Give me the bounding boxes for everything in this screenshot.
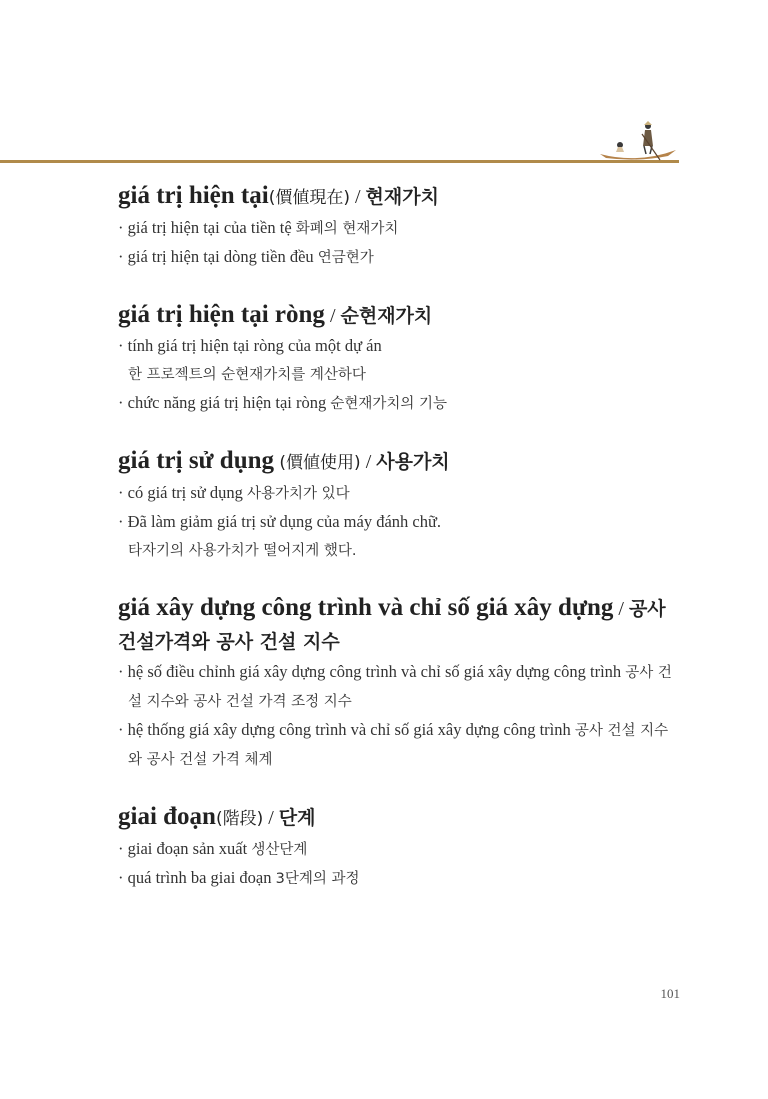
example [118,479,678,508]
headword [118,299,678,332]
headword [118,801,678,835]
example-ko: 연금현가 [317,250,374,266]
entry-gia-tri-su-dung [118,445,678,565]
example-ko: 3단계의 과정 [275,871,360,887]
headword [118,592,678,658]
example-vi: · chức năng giá trị hiện tại ròng [118,393,331,412]
example-ko: 공사 건설 지수와 공사 건설 가격 조정 지수 [128,665,672,710]
entry-gia-xay-dung [118,592,678,774]
example-ko: 공사 건설 지수와 공사 건설 가격 체계 [128,723,669,768]
example [118,835,678,864]
example-vi: · có giá trị sử dụng [118,483,248,502]
entry-giai-doan [118,801,678,893]
example [118,716,678,774]
boat-illustration [598,116,678,164]
headword-vi: giai đoạn [118,803,216,830]
separator: / [324,305,341,327]
headword [118,180,678,214]
headword-vi: giá xây dựng công trình và chỉ số giá xây dựng [118,594,614,621]
headword-ko: 순현재가치 [340,305,433,327]
headword-ko: 현재가치 [365,186,439,208]
headword-hanja: (階段) [215,809,264,829]
example-ko: 타자기의 사용가치가 떨어지게 했다. [128,543,357,559]
headword-vi: giá trị sử dụng [118,447,275,474]
example-ko: 순현재가치의 기능 [330,396,448,412]
dictionary-entries [118,180,678,920]
example-ko: 생산단계 [251,842,308,858]
separator: / [360,451,377,473]
example-ko: 한 프로젝트의 순현재가치를 계산하다 [128,367,366,383]
example-ko: 사용가치가 있다 [247,486,350,502]
headword-vi: giá trị hiện tại [118,182,269,209]
entry-gia-tri-hien-tai-rong [118,299,678,418]
example-ko: 화폐의 현재가치 [295,221,399,237]
page-number: 101 [660,986,680,1001]
example-vi: · giá trị hiện tại dòng tiền đều [118,247,318,266]
separator: / [613,598,629,620]
example-vi: · hệ thống giá xây dựng công trình và chỉ số giá xây dựng công trình [118,720,575,739]
example [118,214,678,243]
separator: / [349,186,366,208]
headword-hanja: (價値使用) [274,453,361,473]
example-vi: · Đã làm giảm giá trị sử dụng của máy đánh chữ. [118,512,442,531]
example [118,864,678,893]
separator: / [263,807,279,829]
example-vi: · giai đoạn sản xuất [118,839,252,858]
headword-vi: giá trị hiện tại ròng [118,301,325,328]
example-vi: · tính giá trị hiện tại ròng của một dự án [118,336,382,355]
header-rule [0,160,679,163]
entry-gia-tri-hien-tai [118,180,678,272]
example [118,658,678,716]
headword [118,445,678,479]
example [118,243,678,272]
headword-ko: 사용가치 [376,451,450,473]
example-vi: · giá trị hiện tại của tiền tệ [118,218,296,237]
example-vi: · hệ số điều chỉnh giá xây dựng công trình và chỉ số giá xây dựng công trình [118,662,626,681]
example [118,389,678,418]
headword-ko: 단계 [278,807,316,829]
example [118,508,678,565]
example [118,332,678,389]
headword-ko: 공사 건설가격와 공사 건설 지수 [118,598,666,653]
headword-hanja: (價値現在) [268,188,350,208]
example-vi: · quá trình ba giai đoạn [118,868,276,887]
